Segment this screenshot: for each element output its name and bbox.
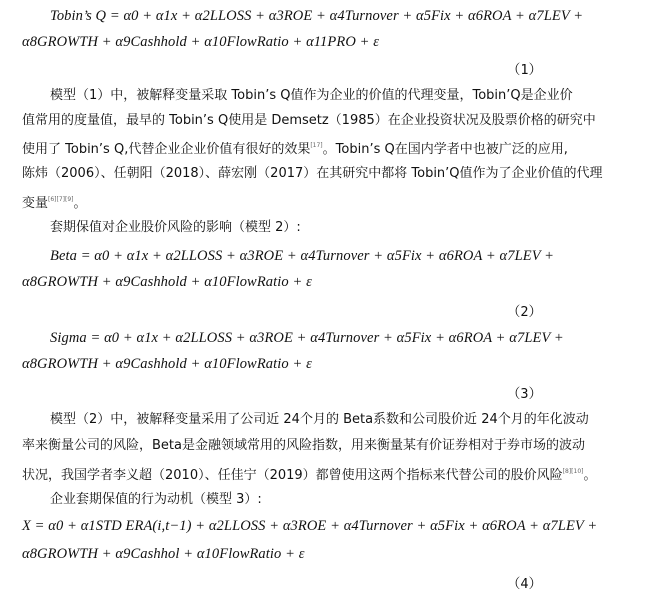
paragraph-1-line-3: [0, 136, 654, 160]
section-heading-model-2: 套期保值对企业股价风险的影响（模型 2）:: [50, 220, 301, 235]
citation-6-7-9: [6][7][9]: [48, 196, 74, 203]
paragraph-2-line-2: 率来衡量公司的风险，Beta是金融领域常用的风险指数，用来衡量某有价证券相对于券市场的波动: [22, 438, 585, 453]
equation-2-line-1: Beta = α0 + α1x + α2LLOSS + α3ROE + α4Turnover + α5Fix + α6ROA + α7LEV +: [50, 248, 555, 264]
paragraph-1-line-5-tail: 。: [73, 196, 87, 211]
paragraph-1-line-2: 值常用的度量值，最早的 Tobin’s Q使用是 Demsetz（1985）在企业投资状况及股票价格的研究中: [22, 113, 596, 128]
equation-1-line-2: α8GROWTH + α9Cashhold + α10FlowRatio + α11PRO + ε: [22, 34, 380, 50]
paragraph-1-line-5: [0, 190, 654, 214]
equation-3-line-1: Sigma = α0 + α1x + α2LLOSS + α3ROE + α4Turnover + α5Fix + α6ROA + α7LEV +: [50, 330, 564, 346]
paragraph-2-line-3-tail: 。: [583, 468, 597, 483]
equation-3-number: （3）: [506, 386, 542, 402]
citation-17: [17]: [310, 142, 323, 149]
paragraph-2-line-3-text: 状况，我国学者李义超（2010）、任佳宁（2019）都曾使用这两个指标来代替公司的股价风险: [22, 468, 563, 483]
equation-2-number: （2）: [506, 304, 542, 320]
equation-4-line-1: X = α0 + α1STD ERA(i,t−1) + α2LLOSS + α3ROE + α4Turnover + α5Fix + α6ROA + α7LEV +: [22, 518, 598, 534]
paragraph-1-line-4: 陈炜（2006）、任朝阳（2018）、薛宏刚（2017）在其研究中都将 Tobin’Q值作为了企业价值的代理: [22, 166, 603, 181]
paragraph-2-line-1: 模型（2）中，被解释变量采用了公司近 24个月的 Beta系数和公司股价近 24个月的年化波动: [50, 412, 589, 427]
equation-1-number: （1）: [506, 62, 542, 78]
section-heading-model-3: 企业套期保值的行为动机（模型 3）:: [50, 492, 262, 507]
equation-1-line-1: Tobin’s Q = α0 + α1x + α2LLOSS + α3ROE + α4Turnover + α5Fix + α6ROA + α7LEV +: [50, 8, 584, 24]
paragraph-2-line-3: [0, 462, 654, 486]
paragraph-1-line-3-tail: 。Tobin’s Q在国内学者中也被广泛的应用,: [322, 142, 568, 157]
citation-8-10: [8][10]: [562, 468, 584, 475]
paragraph-1-line-1: 模型（1）中，被解释变量采取 Tobin’s Q值作为企业的价值的代理变量，Tobin’Q是企业价: [50, 88, 573, 103]
equation-3-line-2: α8GROWTH + α9Cashhold + α10FlowRatio + ε: [22, 356, 312, 372]
equation-2-line-2: α8GROWTH + α9Cashhold + α10FlowRatio + ε: [22, 274, 312, 290]
paragraph-1-line-5-text: 变量: [22, 196, 49, 211]
equation-4-line-2: α8GROWTH + α9Cashhol + α10FlowRatio + ε: [22, 546, 305, 562]
paragraph-1-line-3-text: 使用了 Tobin’s Q,代替企业企业价值有很好的效果: [22, 142, 311, 157]
equation-4-number: （4）: [506, 576, 542, 592]
